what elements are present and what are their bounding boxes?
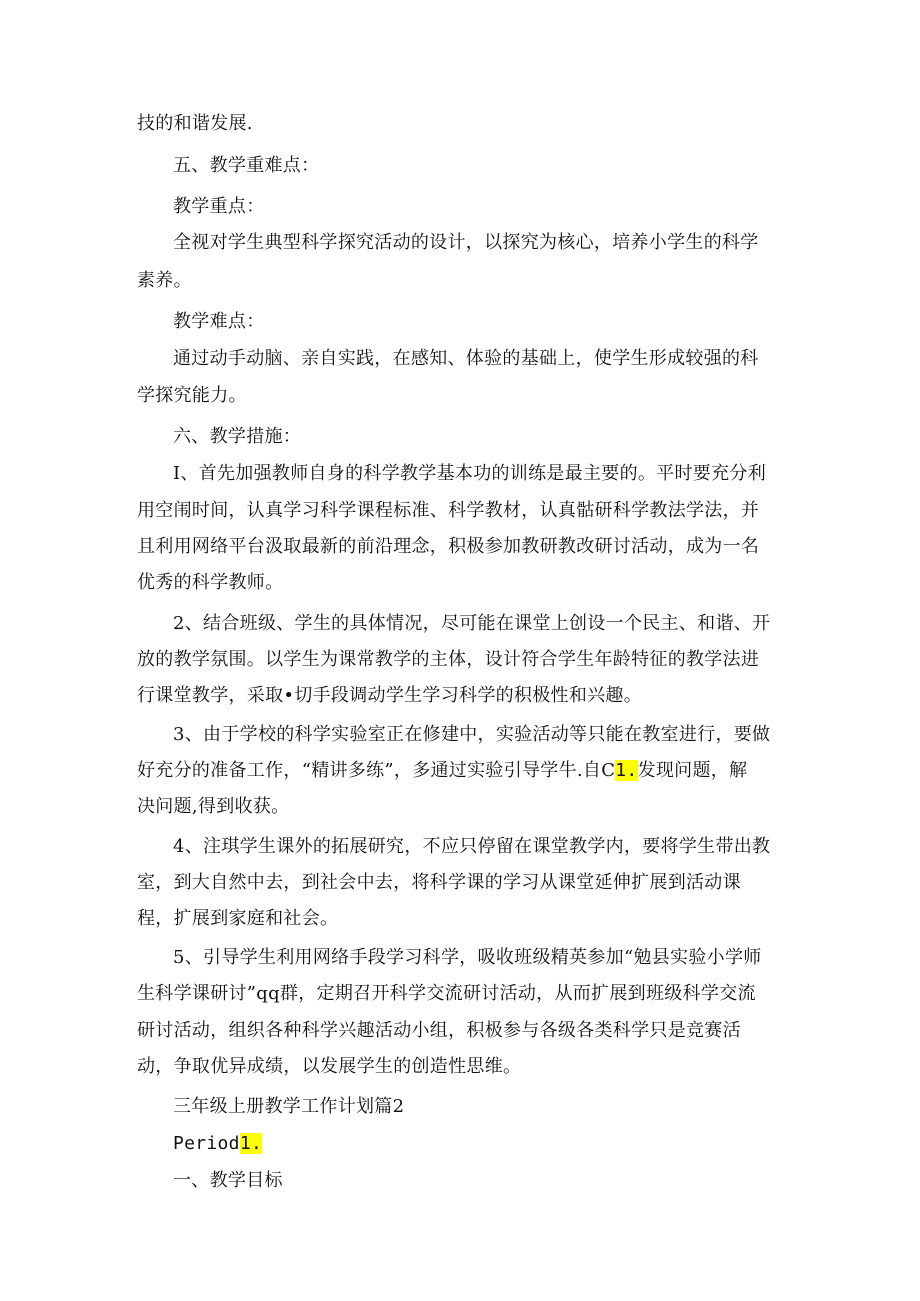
line-text: 好充分的准备工作，“精讲多练”，多通过实验引导学牛.自C bbox=[137, 760, 616, 781]
period-heading bbox=[173, 1131, 262, 1157]
subheading-difficult-point: 教学难点： bbox=[173, 311, 265, 332]
line-text: Period bbox=[173, 1133, 240, 1154]
paragraph-line: 学探究能力。 bbox=[137, 385, 247, 406]
highlighted-text: 1. bbox=[239, 1133, 263, 1154]
paragraph-line: 生科学课研讨”qq群，定期召开科学交流研讨活动，从而扩展到班级科学交流 bbox=[137, 983, 756, 1004]
paragraph-line: 程，扩展到家庭和社会。 bbox=[137, 908, 339, 929]
paragraph-line: 技的和谐发展. bbox=[137, 113, 253, 134]
paragraph-line: 5、引导学生利用网络手段学习科学，吸收班级精英参加“勉县实验小学师 bbox=[173, 947, 762, 968]
paragraph-line: 通过动手动脑、亲自实践，在感知、体验的基础上，使学生形成较强的科 bbox=[173, 348, 759, 369]
paragraph-line: 室，到大自然中去，到社会中去，将科学课的学习从课堂延伸扩展到活动课 bbox=[137, 872, 741, 893]
paragraph-line bbox=[137, 758, 747, 784]
paragraph-line: 素养。 bbox=[137, 270, 192, 291]
paragraph-line: 行课堂教学，采取•切手段调动学生学习科学的积极性和兴趣。 bbox=[137, 685, 643, 706]
paragraph-line: 全视对学生典型科学探究活动的设计，以探究为核心，培养小学生的科学 bbox=[173, 232, 759, 253]
paragraph-line: 研讨活动，组织各种科学兴趣活动小组，积极参与各级各类科学只是竞赛活 bbox=[137, 1020, 741, 1041]
section-heading-key-points: 五、教学重难点： bbox=[173, 155, 320, 176]
paragraph-line: 决问题,得到收获。 bbox=[137, 796, 290, 817]
paragraph-line: 且利用网络平台汲取最新的前沿理念，积极参加教研教改研讨活动，成为一名 bbox=[137, 536, 760, 557]
paragraph-line: 优秀的科学教师。 bbox=[137, 572, 284, 593]
section-title: 三年级上册教学工作计划篇2 bbox=[173, 1096, 405, 1117]
paragraph-line: 用空闱时间，认真学习科学课程标准、科学教材，认真骷研科学教法学法，并 bbox=[137, 500, 760, 521]
section-heading-objectives: 一、教学目标 bbox=[173, 1170, 283, 1191]
highlighted-text: 1. bbox=[615, 760, 638, 781]
paragraph-line: 放的教学氛围。以学生为课常教学的主体，设计符合学生年龄特征的教学法进 bbox=[137, 649, 760, 670]
paragraph-line: 3、由于学校的科学实验室正在修建中，实验活动等只能在教室进行，要做 bbox=[173, 724, 771, 745]
line-text: 发现问题，解 bbox=[637, 760, 748, 781]
section-heading-measures: 六、教学措施： bbox=[173, 426, 302, 447]
paragraph-line: I、首先加强教师自身的科学教学基本功的训练是最主要的。平时要充分利 bbox=[173, 463, 767, 484]
subheading-key-point: 教学重点： bbox=[173, 196, 265, 217]
paragraph-line: 动，争取优异成绩，以发展学生的创造性思维。 bbox=[137, 1056, 522, 1077]
paragraph-line: 4、注琪学生课外的拓展研究，不应只停留在课堂教学内，要将学生带出教 bbox=[173, 836, 771, 857]
paragraph-line: 2、结合班级、学生的具体情况，尽可能在课堂上创设一个民主、和谐、开 bbox=[173, 613, 771, 634]
